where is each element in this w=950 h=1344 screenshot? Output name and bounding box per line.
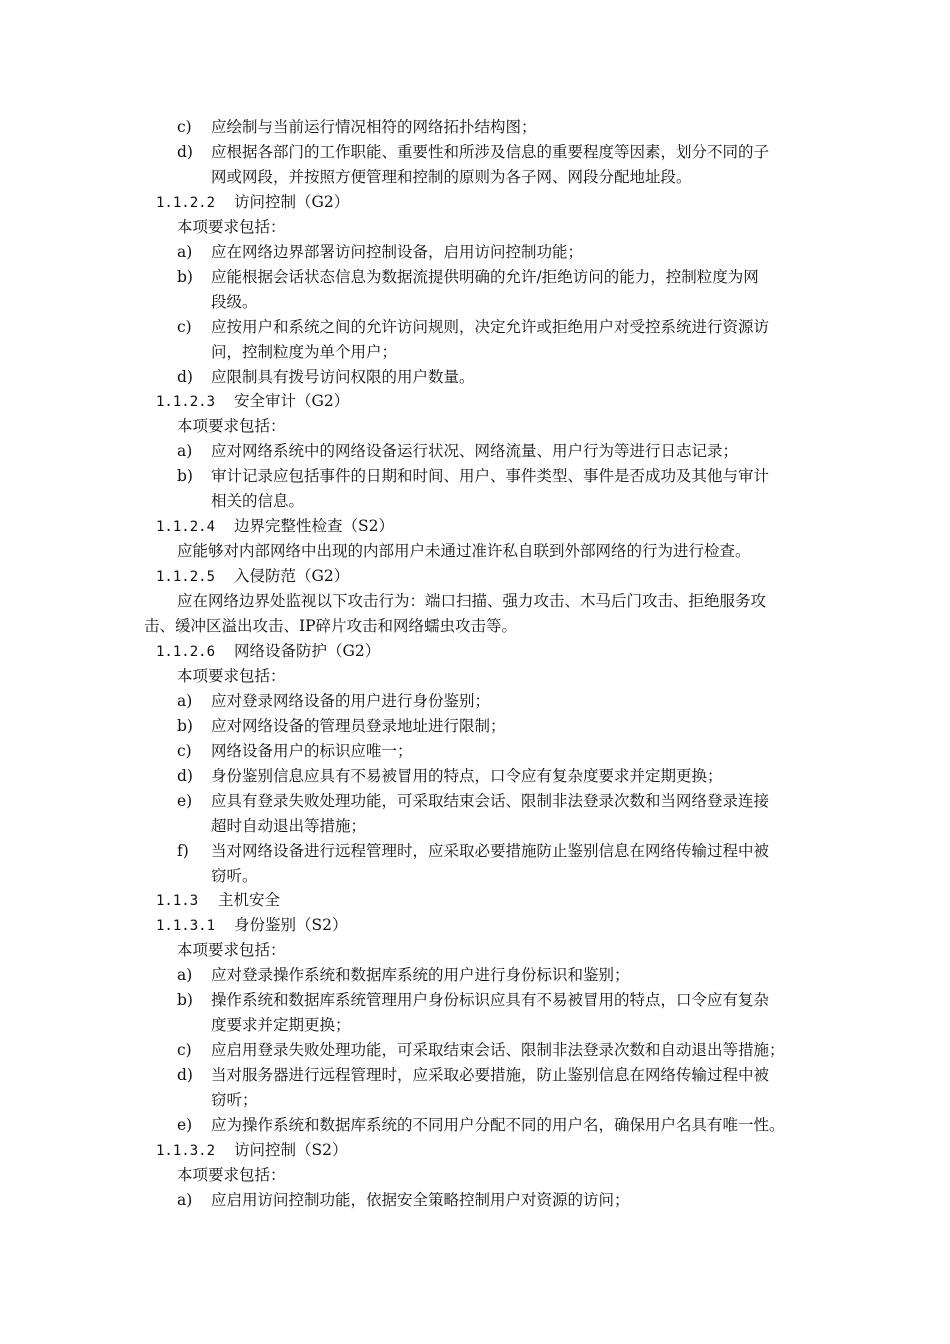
section-title: 网络设备防护（G2） — [234, 642, 381, 660]
paragraph-text: 本项要求包括： — [177, 417, 286, 435]
list-item-text: 应能根据会话状态信息为数据流提供明确的允许/拒绝访问的能力，控制粒度为网 — [211, 268, 759, 286]
list-item-marker: c) — [177, 742, 192, 760]
list-item-marker: a) — [177, 243, 193, 261]
section-title: 边界完整性检查（S2） — [234, 517, 394, 535]
paragraph-text: 本项要求包括： — [177, 1166, 286, 1184]
list-item-continuation: 网或网段，并按照方便管理和控制的原则为各子网、网段分配地址段。 — [211, 168, 692, 186]
list-item-marker: d) — [177, 143, 193, 161]
section-heading — [156, 190, 349, 215]
section-number: 1.1.2.3 — [156, 394, 216, 410]
list-item-marker: f) — [177, 842, 189, 860]
section-title: 主机安全 — [218, 891, 281, 909]
section-number: 1.1.3.2 — [156, 1143, 216, 1159]
list-item-marker: b) — [177, 268, 193, 286]
list-item-text: 应在网络边界部署访问控制设备，启用访问控制功能； — [211, 243, 584, 261]
section-heading — [156, 1138, 347, 1163]
list-item-text: 身份鉴别信息应具有不易被冒用的特点，口令应有复杂度要求并定期更换； — [211, 767, 723, 785]
list-item-marker: c) — [177, 118, 192, 136]
section-heading — [156, 389, 349, 414]
list-item-marker: d) — [177, 767, 193, 785]
list-item-marker: e) — [177, 792, 193, 810]
list-item-text: 当对网络设备进行远程管理时，应采取必要措施防止鉴别信息在网络传输过程中被 — [211, 842, 770, 860]
list-item-text: 应按用户和系统之间的允许访问规则，决定允许或拒绝用户对受控系统进行资源访 — [211, 318, 770, 336]
list-item-marker: c) — [177, 1041, 192, 1059]
list-item-text: 应为操作系统和数据库系统的不同用户分配不同的用户名，确保用户名具有唯一性。 — [211, 1116, 785, 1134]
section-number: 1.1.2.2 — [156, 195, 216, 211]
paragraph-text: 本项要求包括： — [177, 941, 286, 959]
list-item-continuation: 窃听； — [211, 1091, 258, 1109]
list-item-marker: a) — [177, 966, 193, 984]
paragraph-text: 应能够对内部网络中出现的内部用户未通过准许私自联到外部网络的行为进行检查。 — [177, 542, 751, 560]
list-item-marker: e) — [177, 1116, 193, 1134]
list-item-text: 应绘制与当前运行情况相符的网络拓扑结构图； — [211, 118, 537, 136]
section-title: 访问控制（S2） — [234, 1141, 348, 1159]
list-item-text: 应启用登录失败处理功能，可采取结束会话、限制非法登录次数和自动退出等措施； — [211, 1041, 785, 1059]
list-item-continuation: 窃听。 — [211, 867, 258, 885]
list-item-continuation: 段级。 — [211, 293, 258, 311]
section-number: 1.1.2.5 — [156, 569, 216, 585]
section-number: 1.1.3.1 — [156, 918, 216, 934]
list-item-marker: b) — [177, 717, 193, 735]
list-item-marker: a) — [177, 442, 193, 460]
list-item-marker: d) — [177, 1066, 193, 1084]
paragraph-text: 本项要求包括： — [177, 218, 286, 236]
paragraph-continuation: 击、缓冲区溢出攻击、IP碎片攻击和网络蠕虫攻击等。 — [144, 617, 518, 635]
list-item-text: 应根据各部门的工作职能、重要性和所涉及信息的重要程度等因素，划分不同的子 — [211, 143, 770, 161]
list-item-continuation: 问，控制粒度为单个用户； — [211, 343, 398, 361]
section-heading — [156, 514, 394, 539]
section-heading — [156, 888, 280, 913]
section-title: 安全审计（G2） — [234, 392, 350, 410]
list-item-marker: b) — [177, 991, 193, 1009]
section-title: 入侵防范（G2） — [234, 567, 350, 585]
list-item-marker: b) — [177, 467, 193, 485]
list-item-continuation: 相关的信息。 — [211, 492, 305, 510]
list-item-marker: c) — [177, 318, 192, 336]
paragraph-text: 应在网络边界处监视以下攻击行为：端口扫描、强力攻击、木马后门攻击、拒绝服务攻 — [177, 592, 767, 610]
list-item-text: 应对网络系统中的网络设备运行状况、网络流量、用户行为等进行日志记录； — [211, 442, 739, 460]
section-heading — [156, 913, 347, 938]
section-number: 1.1.2.4 — [156, 519, 216, 535]
section-title: 身份鉴别（S2） — [234, 916, 348, 934]
list-item-text: 操作系统和数据库系统管理用户身份标识应具有不易被冒用的特点，口令应有复杂 — [211, 991, 770, 1009]
paragraph-text: 本项要求包括： — [177, 667, 286, 685]
list-item-continuation: 度要求并定期更换； — [211, 1016, 351, 1034]
list-item-marker: a) — [177, 1191, 193, 1209]
section-heading — [156, 564, 349, 589]
section-title: 访问控制（G2） — [234, 193, 350, 211]
list-item-marker: a) — [177, 692, 193, 710]
list-item-text: 应启用访问控制功能，依据安全策略控制用户对资源的访问； — [211, 1191, 630, 1209]
list-item-continuation: 超时自动退出等措施； — [211, 817, 367, 835]
list-item-text: 应对登录操作系统和数据库系统的用户进行身份标识和鉴别； — [211, 966, 630, 984]
section-number: 1.1.2.6 — [156, 644, 216, 660]
list-item-text: 审计记录应包括事件的日期和时间、用户、事件类型、事件是否成功及其他与审计 — [211, 467, 770, 485]
list-item-text: 网络设备用户的标识应唯一； — [211, 742, 413, 760]
list-item-text: 应具有登录失败处理功能，可采取结束会话、限制非法登录次数和当网络登录连接 — [211, 792, 770, 810]
list-item-text: 应限制具有拨号访问权限的用户数量。 — [211, 368, 475, 386]
list-item-marker: d) — [177, 368, 193, 386]
section-number: 1.1.3 — [156, 893, 199, 909]
list-item-text: 应对网络设备的管理员登录地址进行限制； — [211, 717, 506, 735]
list-item-text: 当对服务器进行远程管理时，应采取必要措施，防止鉴别信息在网络传输过程中被 — [211, 1066, 770, 1084]
list-item-text: 应对登录网络设备的用户进行身份鉴别； — [211, 692, 491, 710]
section-heading — [156, 639, 380, 664]
